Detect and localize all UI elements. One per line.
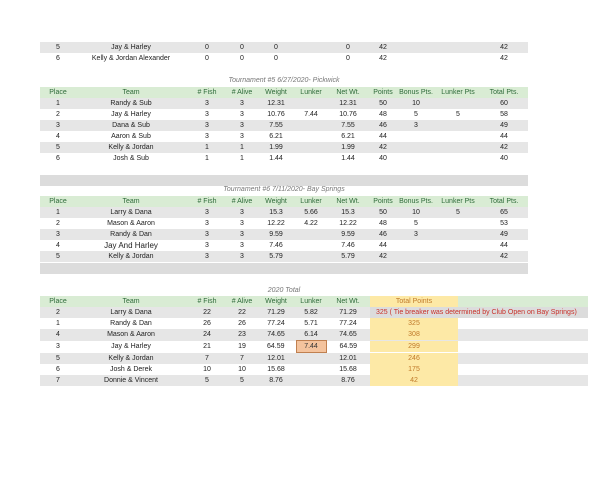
header-team: Team <box>76 196 186 207</box>
cell-lunker: 5.66 <box>296 207 326 218</box>
cell-alive: 3 <box>228 229 256 240</box>
cell-alive: 23 <box>228 329 256 341</box>
cell-lunker-pts <box>436 240 480 251</box>
cell-lunker <box>296 53 326 64</box>
cell-alive: 19 <box>228 341 256 353</box>
header-lunker-pts: Lunker Pts <box>436 196 480 207</box>
total-points-value: 325 <box>370 318 458 329</box>
cell-weight: 15.3 <box>256 207 296 218</box>
cell-place: 3 <box>40 120 76 131</box>
total-points-label: Total Points <box>370 296 458 307</box>
cell-net-wt: 12.01 <box>326 353 370 365</box>
header-team: Team <box>76 87 186 98</box>
cell-total-points <box>370 329 588 341</box>
cell-alive: 3 <box>228 131 256 142</box>
cell-bonus-pts: 10 <box>396 98 436 109</box>
cell-weight: 0 <box>256 53 296 64</box>
header-place: Place <box>40 196 76 207</box>
cell-fish: 3 <box>186 109 228 120</box>
cell-total-pts: 49 <box>480 229 528 240</box>
cell-place: 4 <box>40 240 76 251</box>
header-lunker: Lunker <box>296 196 326 207</box>
cell-net-wt: 0 <box>326 42 370 53</box>
cell-alive: 1 <box>228 153 256 164</box>
table-row <box>40 329 588 341</box>
cell-fish: 26 <box>186 318 228 329</box>
cell-bonus-pts <box>396 131 436 142</box>
cell-place: 5 <box>40 42 76 53</box>
table-row <box>40 375 588 386</box>
cell-lunker <box>296 131 326 142</box>
cell-lunker: 7.44 <box>296 341 326 353</box>
tournament-5-caption: Tournament #5 6/27/2020- Pickwick <box>228 77 340 84</box>
cell-place: 5 <box>40 142 76 153</box>
cell-net-wt: 77.24 <box>326 318 370 329</box>
cell-net-wt: 74.65 <box>326 329 370 341</box>
cell-bonus-pts <box>396 240 436 251</box>
cell-net-wt: 1.44 <box>326 153 370 164</box>
cell-alive: 10 <box>228 364 256 375</box>
total-points-value: 308 <box>370 329 458 340</box>
cell-net-wt: 1.99 <box>326 142 370 153</box>
cell-total-pts: 42 <box>480 42 528 53</box>
cell-points: 42 <box>370 251 396 262</box>
season-total-caption: 2020 Total <box>267 287 301 294</box>
cell-team: Jay And Harley <box>76 240 186 251</box>
total-points-value: 299 <box>370 341 458 352</box>
header-net-wt: Net Wt. <box>326 296 370 307</box>
table-row <box>40 318 588 329</box>
header-fish: # Fish <box>186 87 228 98</box>
cell-total-pts: 58 <box>480 109 528 120</box>
cell-fish: 3 <box>186 240 228 251</box>
cell-fish: 7 <box>186 353 228 365</box>
cell-lunker <box>296 120 326 131</box>
cell-points: 50 <box>370 98 396 109</box>
header-alive: # Alive <box>228 296 256 307</box>
cell-total-points <box>370 341 588 353</box>
cell-team: Josh & Sub <box>76 153 186 164</box>
header-points: Points <box>370 87 396 98</box>
cell-weight: 1.44 <box>256 153 296 164</box>
cell-net-wt: 71.29 <box>326 307 370 318</box>
cell-place: 1 <box>40 207 76 218</box>
cell-points: 44 <box>370 131 396 142</box>
cell-total-pts: 44 <box>480 240 528 251</box>
header-total-points <box>370 296 588 307</box>
cell-net-wt: 10.76 <box>326 109 370 120</box>
table-row <box>40 207 528 218</box>
cell-net-wt: 7.46 <box>326 240 370 251</box>
cell-team: Randy & Dan <box>76 318 186 329</box>
cell-alive: 3 <box>228 120 256 131</box>
cell-lunker-pts <box>436 229 480 240</box>
cell-fish: 3 <box>186 131 228 142</box>
header-net-wt: Net Wt. <box>326 87 370 98</box>
cell-lunker <box>296 142 326 153</box>
cell-fish: 3 <box>186 120 228 131</box>
cell-lunker-pts: 5 <box>436 109 480 120</box>
cell-net-wt: 12.31 <box>326 98 370 109</box>
cell-weight: 6.21 <box>256 131 296 142</box>
cell-place: 4 <box>40 131 76 142</box>
cell-place: 7 <box>40 375 76 386</box>
cell-team: Kelly & Jordan <box>76 142 186 153</box>
header-lunker: Lunker <box>296 296 326 307</box>
cell-weight: 7.46 <box>256 240 296 251</box>
cell-fish: 1 <box>186 142 228 153</box>
cell-fish: 3 <box>186 207 228 218</box>
cell-fish: 3 <box>186 229 228 240</box>
cell-place: 1 <box>40 98 76 109</box>
cell-bonus-pts: 5 <box>396 218 436 229</box>
cell-total-points <box>370 375 588 386</box>
table-row <box>40 307 588 318</box>
cell-points: 48 <box>370 109 396 120</box>
cell-total-points <box>370 364 588 375</box>
cell-points: 42 <box>370 142 396 153</box>
cell-lunker-pts <box>436 142 480 153</box>
table-row <box>40 42 528 53</box>
cell-net-wt: 8.76 <box>326 375 370 386</box>
table-row <box>40 98 528 109</box>
cell-lunker-pts <box>436 251 480 262</box>
cell-alive: 0 <box>228 42 256 53</box>
cell-lunker-pts <box>436 131 480 142</box>
cell-lunker-pts <box>436 98 480 109</box>
cell-fish: 10 <box>186 364 228 375</box>
cell-team: Jay & Harley <box>76 42 186 53</box>
cell-team: Randy & Dan <box>76 229 186 240</box>
cell-bonus-pts: 10 <box>396 207 436 218</box>
cell-team: Kelly & Jordan <box>76 353 186 365</box>
cell-net-wt: 15.3 <box>326 207 370 218</box>
tournament-5-section <box>40 87 528 164</box>
cell-alive: 7 <box>228 353 256 365</box>
cell-points: 42 <box>370 53 396 64</box>
cell-fish: 0 <box>186 42 228 53</box>
cell-alive: 0 <box>228 53 256 64</box>
table-row <box>40 364 588 375</box>
cell-lunker <box>296 229 326 240</box>
table-row <box>40 109 528 120</box>
cell-alive: 3 <box>228 207 256 218</box>
cell-lunker-pts: 5 <box>436 207 480 218</box>
cell-lunker-pts <box>436 153 480 164</box>
cell-net-wt: 64.59 <box>326 341 370 353</box>
header-weight: Weight <box>256 87 296 98</box>
table-row <box>40 218 528 229</box>
table-row <box>40 142 528 153</box>
cell-points: 40 <box>370 153 396 164</box>
table-row <box>40 120 528 131</box>
cell-total-points <box>370 353 588 365</box>
cell-team: Donnie & Vincent <box>76 375 186 386</box>
cell-weight: 5.79 <box>256 251 296 262</box>
header-total-pts: Total Pts. <box>480 196 528 207</box>
header-alive: # Alive <box>228 87 256 98</box>
cell-lunker <box>296 42 326 53</box>
cell-total-pts: 40 <box>480 153 528 164</box>
cell-weight: 1.99 <box>256 142 296 153</box>
header-total-pts: Total Pts. <box>480 87 528 98</box>
table-row <box>40 240 528 251</box>
header-row <box>40 87 528 98</box>
header-team: Team <box>76 296 186 307</box>
cell-net-wt: 5.79 <box>326 251 370 262</box>
cell-place: 3 <box>40 229 76 240</box>
cell-lunker: 7.44 <box>296 109 326 120</box>
cell-place: 3 <box>40 341 76 353</box>
cell-lunker-pts <box>436 42 480 53</box>
table-row <box>40 229 528 240</box>
cell-place: 6 <box>40 364 76 375</box>
cell-net-wt: 7.55 <box>326 120 370 131</box>
header-lunker: Lunker <box>296 87 326 98</box>
cell-lunker <box>296 153 326 164</box>
season-total-table <box>40 296 588 386</box>
cell-points: 48 <box>370 218 396 229</box>
cell-fish: 21 <box>186 341 228 353</box>
cell-net-wt: 0 <box>326 53 370 64</box>
cell-total-pts: 42 <box>480 53 528 64</box>
cell-fish: 3 <box>186 251 228 262</box>
cell-place: 6 <box>40 153 76 164</box>
cell-points: 46 <box>370 120 396 131</box>
cell-lunker <box>296 240 326 251</box>
cell-lunker: 4.22 <box>296 218 326 229</box>
tournament-5-table <box>40 87 528 164</box>
cell-lunker <box>296 98 326 109</box>
total-points-value: 246 <box>370 353 458 364</box>
cell-fish: 0 <box>186 53 228 64</box>
cell-team: Larry & Dana <box>76 307 186 318</box>
cell-total-pts: 60 <box>480 98 528 109</box>
table-row <box>40 341 588 353</box>
cell-weight: 64.59 <box>256 341 296 353</box>
cell-alive: 3 <box>228 251 256 262</box>
section-divider <box>40 263 528 274</box>
cell-weight: 9.59 <box>256 229 296 240</box>
cell-bonus-pts <box>396 42 436 53</box>
cell-place: 2 <box>40 109 76 120</box>
cell-total-points <box>370 307 588 318</box>
cell-bonus-pts <box>396 53 436 64</box>
cell-team: Mason & Aaron <box>76 329 186 341</box>
cell-fish: 3 <box>186 98 228 109</box>
cell-team: Kelly & Jordan Alexander <box>76 53 186 64</box>
cell-net-wt: 6.21 <box>326 131 370 142</box>
cell-total-pts: 42 <box>480 142 528 153</box>
cell-lunker <box>296 353 326 365</box>
cell-team: Larry & Dana <box>76 207 186 218</box>
cell-place: 4 <box>40 329 76 341</box>
cell-place: 6 <box>40 53 76 64</box>
previous-tournament-table <box>40 42 528 64</box>
table-row <box>40 353 588 365</box>
table-row <box>40 153 528 164</box>
cell-points: 46 <box>370 229 396 240</box>
cell-alive: 3 <box>228 98 256 109</box>
cell-bonus-pts: 5 <box>396 109 436 120</box>
cell-net-wt: 12.22 <box>326 218 370 229</box>
header-row <box>40 196 528 207</box>
table-row <box>40 131 528 142</box>
tournament-6-table <box>40 196 528 262</box>
cell-fish: 3 <box>186 218 228 229</box>
cell-team: Josh & Derek <box>76 364 186 375</box>
cell-team: Mason & Aaron <box>76 218 186 229</box>
header-fish: # Fish <box>186 196 228 207</box>
cell-place: 2 <box>40 218 76 229</box>
cell-points: 44 <box>370 240 396 251</box>
cell-bonus-pts <box>396 153 436 164</box>
table-row <box>40 251 528 262</box>
cell-weight: 8.76 <box>256 375 296 386</box>
cell-weight: 12.22 <box>256 218 296 229</box>
cell-alive: 5 <box>228 375 256 386</box>
cell-weight: 12.01 <box>256 353 296 365</box>
cell-alive: 22 <box>228 307 256 318</box>
cell-points: 42 <box>370 42 396 53</box>
cell-bonus-pts <box>396 142 436 153</box>
cell-fish: 22 <box>186 307 228 318</box>
cell-weight: 71.29 <box>256 307 296 318</box>
cell-alive: 26 <box>228 318 256 329</box>
cell-lunker-pts <box>436 120 480 131</box>
cell-team: Randy & Sub <box>76 98 186 109</box>
header-place: Place <box>40 296 76 307</box>
cell-alive: 3 <box>228 218 256 229</box>
cell-net-wt: 15.68 <box>326 364 370 375</box>
cell-lunker-pts <box>436 53 480 64</box>
cell-points: 50 <box>370 207 396 218</box>
cell-total-pts: 44 <box>480 131 528 142</box>
previous-tournament-tail <box>40 42 528 64</box>
cell-weight: 7.55 <box>256 120 296 131</box>
cell-total-pts: 65 <box>480 207 528 218</box>
cell-team: Jay & Harley <box>76 341 186 353</box>
cell-place: 1 <box>40 318 76 329</box>
cell-weight: 10.76 <box>256 109 296 120</box>
cell-alive: 3 <box>228 109 256 120</box>
cell-lunker: 5.71 <box>296 318 326 329</box>
tournament-6-section <box>40 196 528 262</box>
cell-weight: 15.68 <box>256 364 296 375</box>
header-fish: # Fish <box>186 296 228 307</box>
tournament-6-caption: Tournament #6 7/11/2020- Bay Springs <box>223 186 345 193</box>
header-place: Place <box>40 87 76 98</box>
total-points-value: 42 <box>370 375 458 386</box>
cell-bonus-pts <box>396 251 436 262</box>
header-weight: Weight <box>256 196 296 207</box>
cell-fish: 5 <box>186 375 228 386</box>
cell-weight: 12.31 <box>256 98 296 109</box>
cell-team: Dana & Sub <box>76 120 186 131</box>
cell-team: Kelly & Jordan <box>76 251 186 262</box>
header-lunker-pts: Lunker Pts <box>436 87 480 98</box>
cell-total-pts: 53 <box>480 218 528 229</box>
cell-team: Aaron & Sub <box>76 131 186 142</box>
cell-lunker <box>296 251 326 262</box>
cell-weight: 0 <box>256 42 296 53</box>
cell-total-pts: 42 <box>480 251 528 262</box>
season-total-section <box>40 296 588 386</box>
cell-weight: 74.65 <box>256 329 296 341</box>
cell-weight: 77.24 <box>256 318 296 329</box>
cell-place: 2 <box>40 307 76 318</box>
header-bonus-pts: Bonus Pts. <box>396 196 436 207</box>
header-row <box>40 296 588 307</box>
cell-fish: 1 <box>186 153 228 164</box>
cell-fish: 24 <box>186 329 228 341</box>
cell-lunker: 6.14 <box>296 329 326 341</box>
cell-place: 5 <box>40 251 76 262</box>
tiebreak-note: 325 ( Tie breaker was determined by Club Open on Bay Springs) <box>376 309 577 316</box>
cell-net-wt: 9.59 <box>326 229 370 240</box>
table-row <box>40 53 528 64</box>
header-weight: Weight <box>256 296 296 307</box>
cell-total-pts: 49 <box>480 120 528 131</box>
cell-lunker <box>296 364 326 375</box>
cell-lunker-pts <box>436 218 480 229</box>
header-points: Points <box>370 196 396 207</box>
cell-total-points <box>370 318 588 329</box>
cell-lunker <box>296 375 326 386</box>
cell-place: 5 <box>40 353 76 365</box>
cell-bonus-pts: 3 <box>396 120 436 131</box>
header-alive: # Alive <box>228 196 256 207</box>
cell-bonus-pts: 3 <box>396 229 436 240</box>
header-net-wt: Net Wt. <box>326 196 370 207</box>
cell-team: Jay & Harley <box>76 109 186 120</box>
cell-lunker: 5.82 <box>296 307 326 318</box>
cell-alive: 3 <box>228 240 256 251</box>
total-points-value: 175 <box>370 364 458 375</box>
header-bonus-pts: Bonus Pts. <box>396 87 436 98</box>
cell-alive: 1 <box>228 142 256 153</box>
